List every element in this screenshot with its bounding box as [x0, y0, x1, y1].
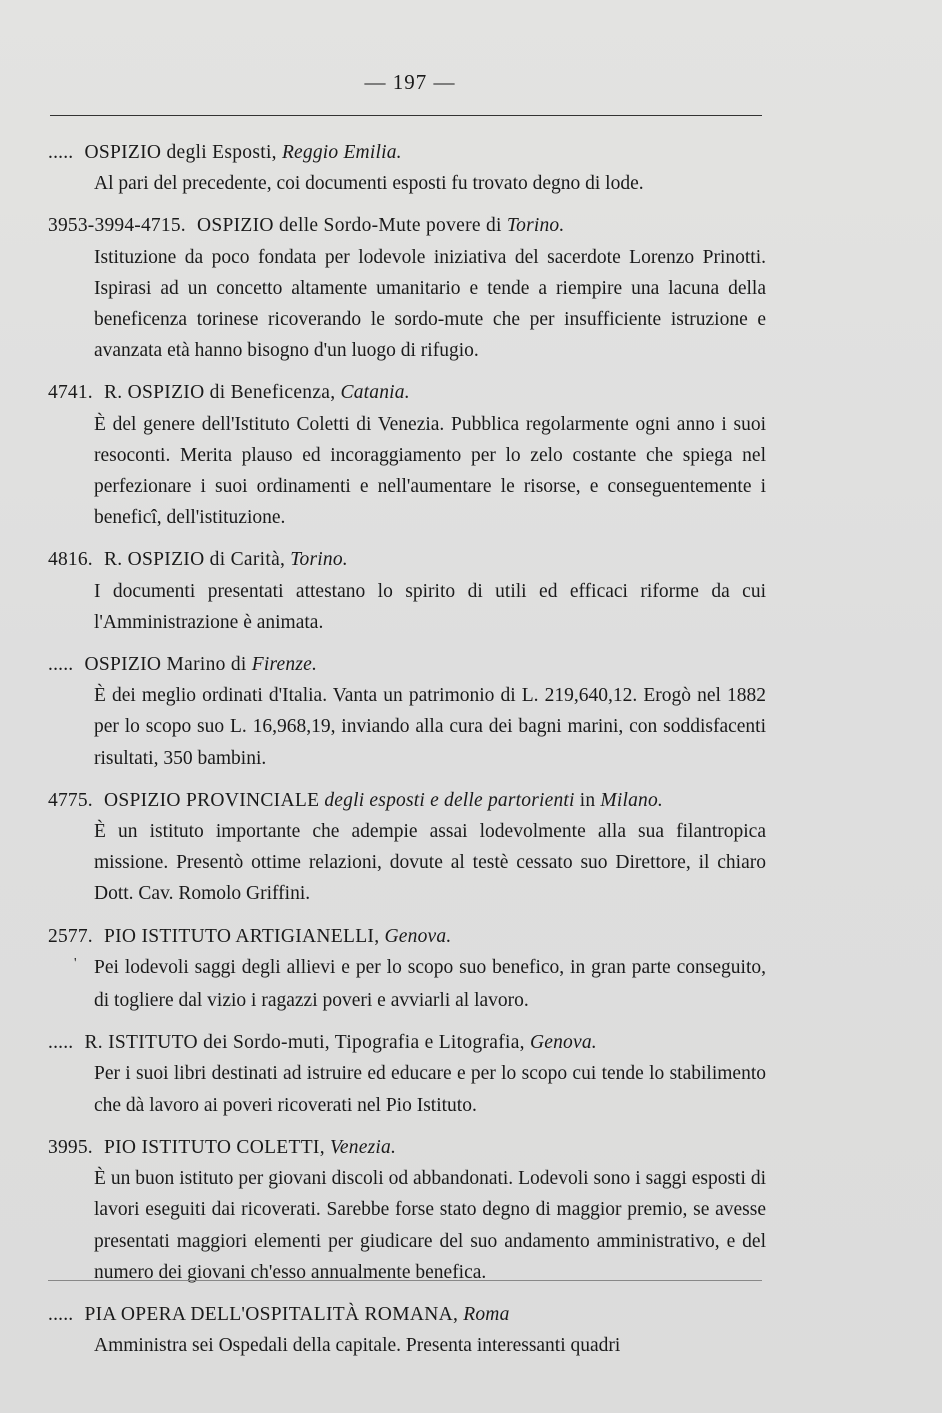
- institution-location: Reggio Emilia.: [281, 142, 402, 163]
- institution-location: Torino.: [290, 549, 348, 571]
- institution-city: Milano.: [600, 789, 664, 811]
- entry: [48, 377, 766, 533]
- institution-name: R. OSPIZIO di Beneficenza,: [103, 382, 336, 404]
- entry-heading: [48, 544, 766, 575]
- entry-number: 4816.: [48, 549, 93, 571]
- entry-text: È dei meglio ordinati d'Italia. Vanta un patrimonio di L. 219,640,12. Erogò nel 1882 per lo scopo suo L. 16,968,19, inviando alla cura dei bagni marini, con soddisfacenti risultati, 350 bambini.: [94, 685, 766, 769]
- entry-text: I documenti presentati attestano lo spirito di utili ed efficaci riforme da cui l'Amministrazione è animata.: [94, 580, 766, 633]
- entry-number: 2577.: [48, 925, 93, 947]
- entry-heading: [48, 649, 766, 680]
- institution-location: Genova.: [384, 925, 452, 947]
- entry-text: È un istituto importante che adempie assai lodevolmente alla sua filantropica missione. Presentò ottime relazioni, dovute al testè cessato suo Direttore, il chiaro Dott. Cav. Romolo Griffini.: [94, 821, 766, 905]
- entry-text: È del genere dell'Istituto Coletti di Venezia. Pubblica regolarmente ogni anno i suoi resoconti. Merita plauso ed incoraggiamento per lo zelo costante che spiega nel perfezionare i suoi ordinamenti e nell'aumentare le risorse, e conseguentemente i beneficî, dell'istituzione.: [94, 413, 766, 529]
- entry-heading: [48, 137, 766, 168]
- entry-heading: [48, 785, 766, 816]
- entry-heading: [48, 1299, 766, 1330]
- institution-name: OSPIZIO degli Esposti,: [84, 142, 277, 163]
- entry-number: .....: [48, 142, 74, 163]
- entry-number: 4741.: [48, 382, 93, 404]
- entry-text: Istituzione da poco fondata per lodevole iniziativa del sacerdote Lorenzo Prinotti. Ispirasi ad un concetto altamente umanitario e tende a riempire una lacuna della beneficenza torinese ricoverando le sordo-mute che per insufficiente istruzione e avanzata età hanno bisogno d'un luogo di rifugio.: [94, 246, 766, 362]
- document-body: [48, 137, 766, 1372]
- entry: [48, 649, 766, 774]
- entry-heading: [48, 1132, 766, 1163]
- entry-text: ' Pei lodevoli saggi degli allievi e per lo scopo suo benefico, in gran parte conseguito, di togliere dal vizio i ragazzi poveri e avviarli al lavoro.: [74, 955, 766, 1012]
- entry-text: È un buon istituto per giovani discoli od abbandonati. Lodevoli sono i saggi esposti di lavori eseguiti dai ricoverati. Sarebbe forse stato degno di maggior premio, se avesse presentati maggiori elementi per giudicare del suo andamento amministrativo, e del numero dei giovani ch'esso annualmente benefica.: [94, 1168, 766, 1283]
- institution-name: OSPIZIO delle Sordo-Mute povere di: [196, 215, 502, 237]
- institution-name: R. OSPIZIO di Carità,: [103, 549, 286, 571]
- entry-number: 3995.: [48, 1136, 93, 1158]
- entry: [48, 544, 766, 638]
- institution-name: R. ISTITUTO dei Sordo-muti, Tipografia e Litografia,: [84, 1032, 525, 1054]
- entry: [48, 1027, 766, 1121]
- entry: [48, 1132, 766, 1288]
- institution-location: Venezia.: [329, 1136, 397, 1158]
- entry-text-content: Pei lodevoli saggi degli allievi e per lo scopo suo benefico, in gran parte conseguito, di togliere dal vizio i ragazzi poveri e avviarli al lavoro.: [94, 956, 766, 1012]
- institution-location: Genova.: [529, 1032, 597, 1054]
- institution-location: degli esposti e delle partorienti: [324, 789, 575, 811]
- entry-text: Per i suoi libri destinati ad istruire ed educare e per lo scopo cui tende lo stabilimento che dà lavoro ai poveri ricoverati nel Pio Istituto.: [94, 1063, 766, 1116]
- location-preposition: in: [579, 789, 596, 811]
- entry-text: Amministra sei Ospedali della capitale. Presenta interessanti quadri: [94, 1335, 621, 1357]
- institution-name: OSPIZIO Marino di: [84, 654, 247, 676]
- entry-number: .....: [48, 1303, 74, 1325]
- institution-location: Torino.: [506, 215, 565, 237]
- entry: [48, 785, 766, 910]
- page-scan-edge: [48, 1280, 762, 1281]
- page-number: — 197 —: [364, 70, 456, 94]
- institution-location: Firenze.: [251, 654, 318, 676]
- entry-heading: [48, 377, 766, 408]
- entry-number: 4775.: [48, 789, 93, 811]
- header-rule: [50, 115, 762, 116]
- entry-number: .....: [48, 1032, 74, 1054]
- institution-name: PIA OPERA DELL'OSPITALITÀ ROMANA,: [84, 1303, 459, 1325]
- entry-number: .....: [48, 654, 74, 676]
- entry-heading: [48, 921, 766, 952]
- entry: [48, 210, 766, 366]
- entry-number: 3953-3994-4715.: [48, 215, 186, 237]
- entry-text: Al pari del precedente, coi documenti esposti fu trovato degno di lode.: [94, 173, 644, 195]
- institution-name: PIO ISTITUTO ARTIGIANELLI,: [103, 925, 380, 947]
- institution-location: Catania.: [340, 382, 410, 404]
- institution-location: Roma: [463, 1303, 510, 1325]
- entry: [48, 1299, 766, 1361]
- entry-heading: [48, 1027, 766, 1058]
- entry: [48, 921, 766, 1017]
- entry-heading: [48, 210, 766, 241]
- institution-name: PIO ISTITUTO COLETTI,: [103, 1136, 325, 1158]
- institution-name: OSPIZIO PROVINCIALE: [103, 789, 320, 811]
- entry: [48, 137, 766, 199]
